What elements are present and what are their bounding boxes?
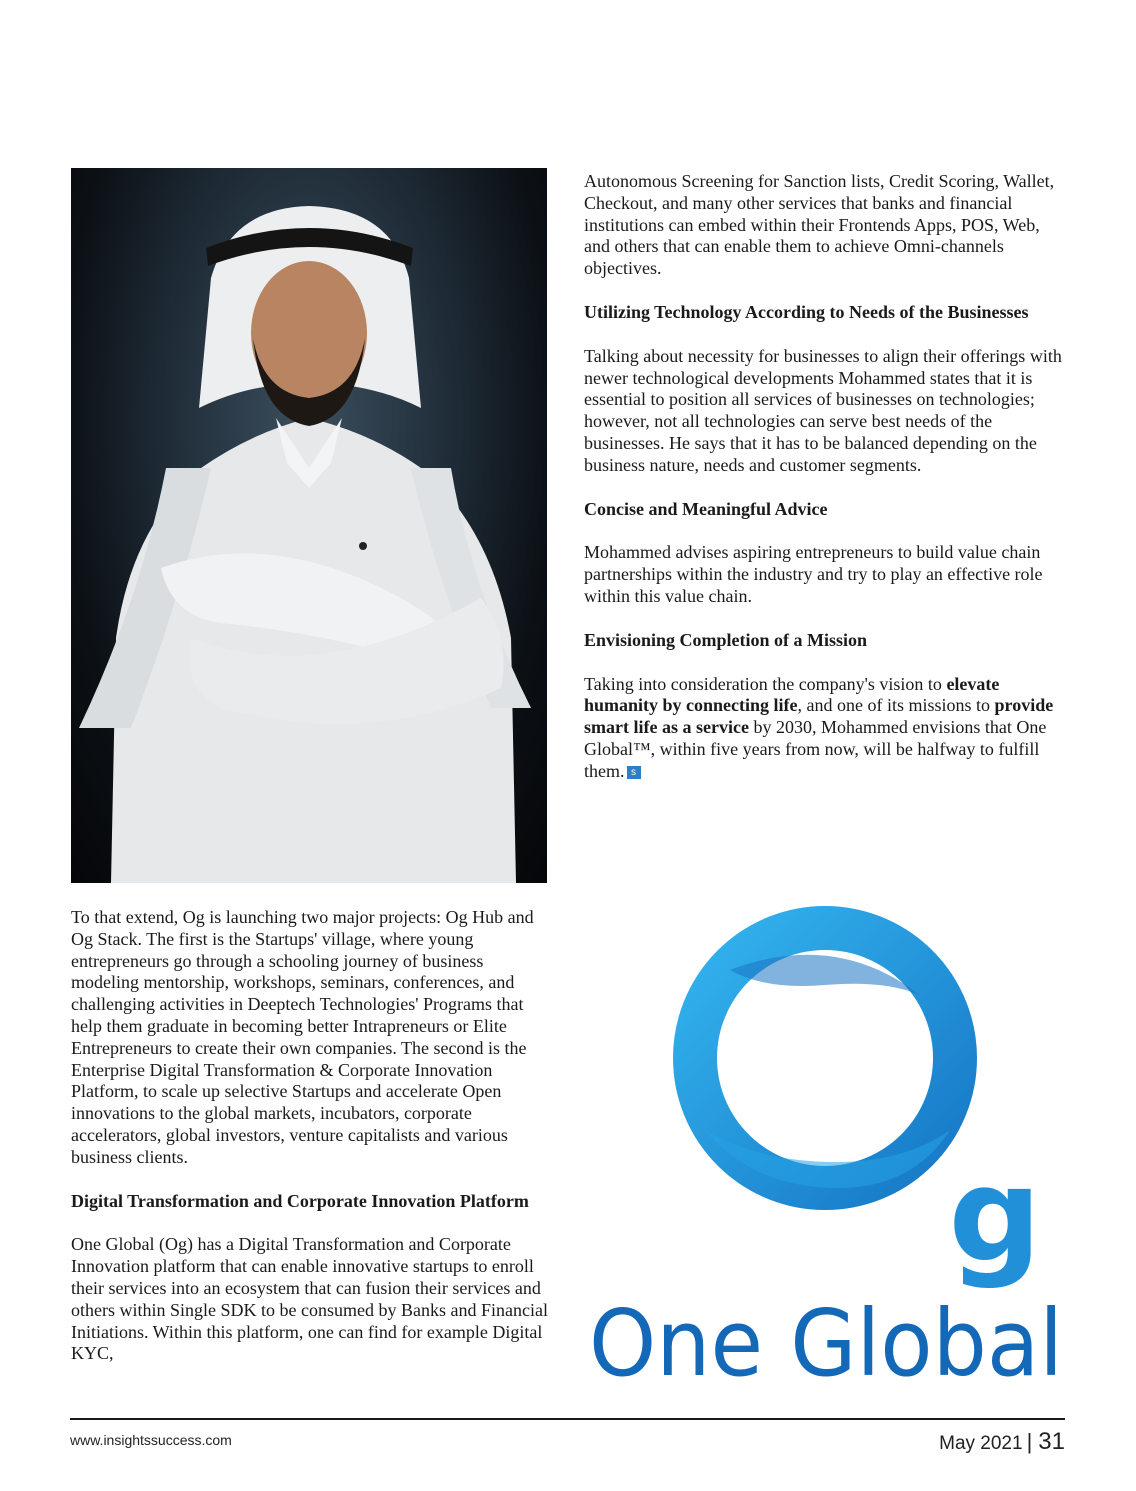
footer-separator: | (1026, 1429, 1033, 1454)
left-text-column (71, 907, 551, 1365)
text-run: Taking into consideration the company's vision to (584, 673, 947, 694)
section-heading: Envisioning Completion of a Mission (584, 629, 868, 650)
og-ring-icon (695, 928, 955, 1188)
page-number: 31 (1038, 1428, 1065, 1455)
footer-website: www.insightssuccess.com (70, 1432, 232, 1448)
paragraph: Autonomous Screening for Sanction lists, Credit Scoring, Wallet, Checkout, and many other services that banks and financial institutions can embed within their Frontends Apps, POS, Web, and others that can enable them to achieve Omni-channels objectives. (584, 171, 1055, 279)
og-g-letter: g (948, 1139, 1042, 1291)
paragraph: Talking about necessity for businesses to align their offerings with newer technological developments Mohammed states that it is essential to position all services of businesses on technologies; however, not all technologies can serve best needs of the businesses. He says that it has to be balanced depending on the business nature, needs and customer segments. (584, 345, 1062, 475)
text-run: by 2030, Mohammed envisions that One Global™, within five years from now, will be halfway to fulfill them. (584, 717, 1047, 781)
paragraph: Mohammed advises aspiring entrepreneurs to build value chain partnerships within the industry and try to play an effective role within this value chain. (584, 542, 1043, 606)
closing-paragraph (584, 674, 1068, 783)
section-heading: Digital Transformation and Corporate Innovation Platform (71, 1190, 529, 1211)
paragraph: One Global (Og) has a Digital Transformation and Corporate Innovation platform that can enable innovative startups to enroll their services into an ecosystem that can fusion their services and others within Single SDK to be consumed by Banks and Financial Initiations. Within this platform, one can find for example Digital KYC, (71, 1234, 548, 1364)
end-of-article-icon: s (627, 766, 641, 779)
emphasis-vision: elevate humanity by connecting life (584, 673, 1000, 716)
paragraph: To that extend, Og is launching two major projects: Og Hub and Og Stack. The first is the Startups' village, where young entrepreneurs go through a schooling journey of business modeling mentorship, workshops, seminars, conferences, and challenging activities in Deeptech Technologies' Programs that help them graduate in becoming better Intrapreneurs or Elite Entrepreneurs to create their own companies. The second is the Enterprise Digital Transformation & Corporate Innovation Platform, to scale up selective Startups and accelerate Open innovations to the global markets, incubators, corporate accelerators, global investors, venture capitalists and various business clients. (71, 907, 534, 1167)
section-heading: Utilizing Technology According to Needs of the Businesses (584, 301, 1029, 322)
issue-date: May 2021 (939, 1433, 1023, 1454)
text-run: , and one of its missions to (797, 695, 995, 716)
footer-divider (70, 1418, 1065, 1420)
logo-wordmark: One Global (589, 1290, 1063, 1397)
section-heading: Concise and Meaningful Advice (584, 498, 828, 519)
right-text-column (584, 171, 1068, 783)
emphasis-mission: provide smart life as a service (584, 695, 1054, 738)
one-global-logo (585, 900, 1067, 1400)
footer-page-info (939, 1428, 1065, 1456)
portrait-photo (71, 168, 547, 883)
portrait-illustration (71, 168, 547, 883)
